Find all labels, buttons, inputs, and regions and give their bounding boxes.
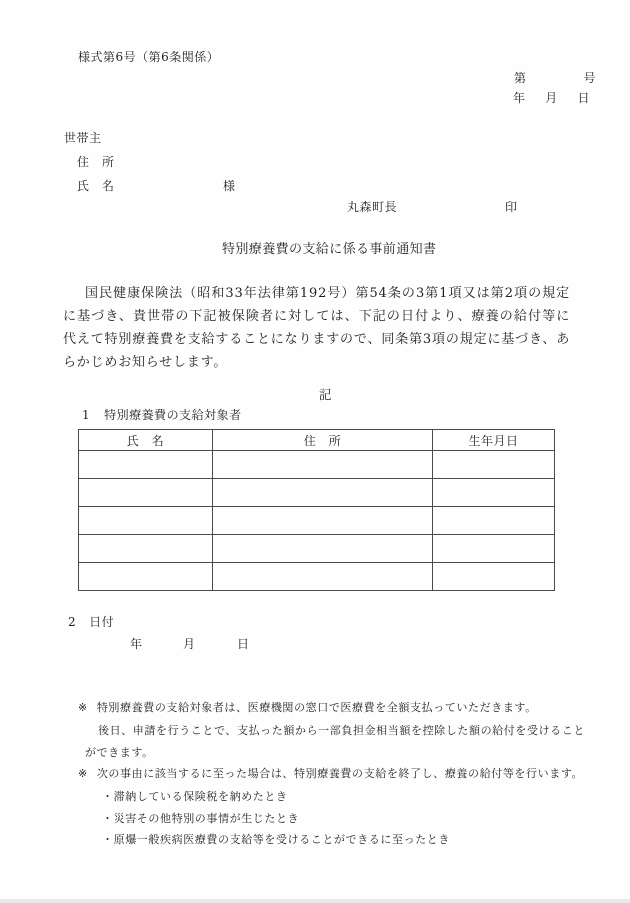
table-cell xyxy=(79,479,213,507)
section-2-date-day: 日 xyxy=(237,637,250,651)
col-header-name: 氏 名 xyxy=(79,430,213,451)
table-cell xyxy=(433,451,555,479)
section-1-number: 1 xyxy=(82,408,91,422)
table-row xyxy=(79,479,555,507)
table-cell xyxy=(79,563,213,591)
section-1-heading xyxy=(82,408,242,423)
col-header-address: 住 所 xyxy=(213,430,433,451)
table-cell xyxy=(213,507,433,535)
note-2-bullet-3: ・原爆一般疾病医療費の支給等を受けることができるに至ったとき xyxy=(102,833,450,846)
note-1-line-2: 後日、申請を行うことで、支払った額から一部負担金相当額を控除した額の給付を受けること xyxy=(98,724,585,737)
name-label: 氏 名 xyxy=(77,179,115,193)
address-label: 住 所 xyxy=(77,155,115,169)
note-asterisk-marker: ※ xyxy=(78,701,88,714)
section-2-heading xyxy=(68,615,114,630)
table-cell xyxy=(433,507,555,535)
honorific-sama: 様 xyxy=(223,179,236,193)
table-cell xyxy=(433,535,555,563)
section-2-date-month: 月 xyxy=(183,637,196,651)
table-row xyxy=(79,451,555,479)
note-asterisk-marker: ※ xyxy=(78,767,88,780)
note-2-bullet-1: ・滞納している保険税を納めたとき xyxy=(102,790,288,803)
table-cell xyxy=(213,563,433,591)
table-header-row xyxy=(79,430,555,451)
note-2-line-1 xyxy=(78,767,583,781)
body-paragraph: 国民健康保険法（昭和33年法律第192号）第54条の3第1項又は第2項の規定に基づき、貴世帯の下記被保険者に対しては、下記の日付より、療養の給付等に代えて特別療養費を支給することになりますので、同条第3項の規定に基づき、あらかじめお知らせします。 xyxy=(63,286,570,370)
table-row xyxy=(79,563,555,591)
table-cell xyxy=(79,535,213,563)
seal-mark: 印 xyxy=(505,200,518,214)
recipients-table xyxy=(78,429,555,591)
form-number: 様式第6号（第6条関係） xyxy=(78,50,220,64)
issue-date-line xyxy=(513,91,590,106)
table-cell xyxy=(433,563,555,591)
section-2-title: 日付 xyxy=(89,615,115,629)
doc-no-prefix: 第 xyxy=(514,71,527,85)
table-cell xyxy=(79,451,213,479)
table-cell xyxy=(213,451,433,479)
household-head-label: 世帯主 xyxy=(64,131,102,145)
col-header-birthdate: 生年月日 xyxy=(433,430,555,451)
document-title: 特別療養費の支給に係る事前通知書 xyxy=(222,242,437,257)
note-2-text: 次の事由に該当するに至った場合は、特別療養費の支給を終了し、療養の給付等を行います。 xyxy=(96,767,584,780)
table-row xyxy=(79,507,555,535)
note-1-text: 特別療養費の支給対象者は、医療機関の窓口で医療費を全額支払っていただきます。 xyxy=(96,701,537,714)
table-cell xyxy=(213,535,433,563)
section-2-date-year: 年 xyxy=(130,637,143,651)
table-cell xyxy=(433,479,555,507)
table-cell xyxy=(213,479,433,507)
note-2-bullet-2: ・災害その他特別の事情が生じたとき xyxy=(102,812,300,825)
issue-date-month: 月 xyxy=(545,91,558,105)
note-1-line-3: ができます。 xyxy=(85,746,154,759)
note-1-line-1 xyxy=(78,701,537,715)
section-2-number: 2 xyxy=(68,615,77,629)
issue-date-day: 日 xyxy=(577,91,590,105)
issuer-mayor-name: 丸森町長 xyxy=(347,200,398,214)
doc-no-suffix: 号 xyxy=(583,71,596,85)
ki-marker: 記 xyxy=(319,387,332,402)
page-bottom-edge xyxy=(0,899,630,903)
section-1-title: 特別療養費の支給対象者 xyxy=(104,408,242,422)
document-number-line xyxy=(514,71,596,86)
issue-date-year: 年 xyxy=(513,91,526,105)
table-row xyxy=(79,535,555,563)
table-cell xyxy=(79,507,213,535)
